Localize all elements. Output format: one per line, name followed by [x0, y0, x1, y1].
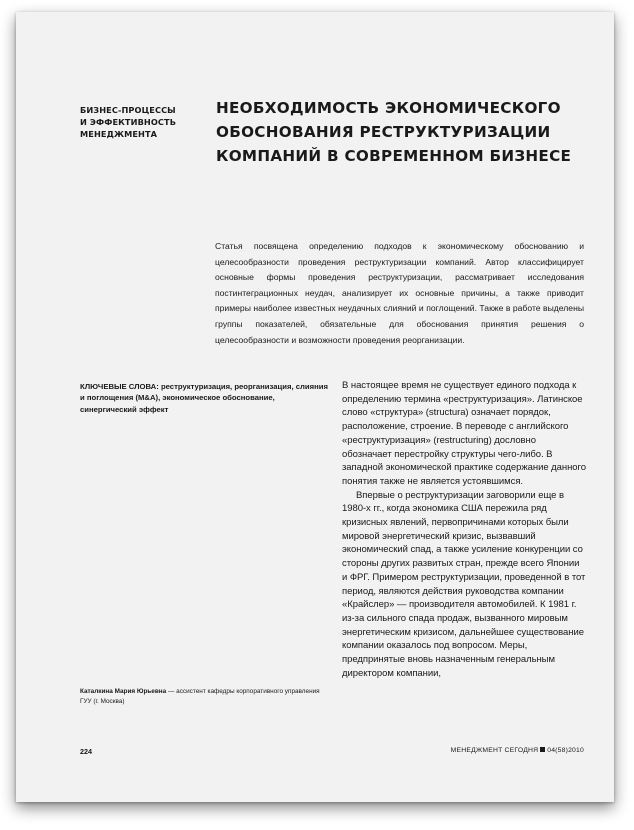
page-number: 224: [80, 747, 92, 756]
title-line: НЕОБХОДИМОСТЬ ЭКОНОМИЧЕСКОГО: [216, 99, 561, 117]
section-label-line: МЕНЕДЖМЕНТА: [80, 129, 158, 139]
journal-footer: [451, 747, 584, 754]
body-paragraph: В настоящее время не существует единого подхода к определению термина «реструктуризация». Латинское слово «структура» (structura) означает порядок, расположение, строение. В переводе с английского «реструктуризация» (restructuring) дословно обозначает перестройку структуры чего-либо. В западной экономической практике содержание данного понятия также не является устоявшимся.: [342, 380, 586, 487]
title-line: КОМПАНИЙ В СОВРЕМЕННОМ БИЗНЕСЕ: [216, 147, 572, 165]
author-note: [80, 687, 330, 707]
section-label: [80, 104, 200, 140]
author-name: Каталкина Мария Юрьевна: [80, 688, 167, 695]
title-line: ОБОСНОВАНИЯ РЕСТРУКТУРИЗАЦИИ: [216, 123, 551, 141]
keywords: [80, 381, 330, 415]
section-label-line: БИЗНЕС-ПРОЦЕССЫ: [80, 105, 176, 115]
journal-name: МЕНЕДЖМЕНТ СЕГОДНЯ: [450, 747, 539, 754]
body-paragraph: Впервые о реструктуризации заговорили еще в 1980-х гг., когда экономика США пережила ряд кризисных явлений, первопричинами которых были мировой энергетический кризис, вызвавший экономический спад, а также усиление конкуренции со стороны других развитых стран, прежде всего Японии и ФРГ. Примером реструктуризации, проведенной в тот период, являются действия руководства компании «Крайслер» — производителя автомобилей. К 1981 г. из-за сильного спада продаж, вызванного мировым энергетическим кризисом, дальнейшее существование компании оказалось под вопросом. Меры, предпринятые вновь назначенным генеральным директором компании,: [342, 489, 586, 679]
section-label-line: И ЭФФЕКТИВНОСТЬ: [80, 117, 177, 127]
page-sheet: [16, 12, 614, 802]
square-bullet-icon: [540, 747, 545, 752]
author-description: — ассистент кафедры корпоративного управления ГУУ (г. Москва): [80, 688, 320, 705]
keywords-label: КЛЮЧЕВЫЕ СЛОВА:: [80, 382, 159, 391]
article-title: [216, 96, 576, 168]
journal-issue: 04(58)2010: [547, 747, 584, 754]
body-column: [342, 379, 586, 680]
abstract: Статья посвящена определению подходов к экономическому обоснованию и целесообразности проведения реструктуризации компаний. Автор классифицирует основные формы проведения реструктуризации, рассматривает исследования постинтеграционных неудач, анализирует их основные причины, а также приводит примеры наиболее известных неудачных слияний и поглощений. Также в работе выделены группы показателей, обязательные для обоснования принятия решения о целесообразности и возможности проведения реорганизации.: [215, 241, 584, 345]
keywords-text: реструктуризация, реорганизация, слияния и поглощения (M&A), экономическое обоснование, синергический эффект: [80, 382, 328, 414]
